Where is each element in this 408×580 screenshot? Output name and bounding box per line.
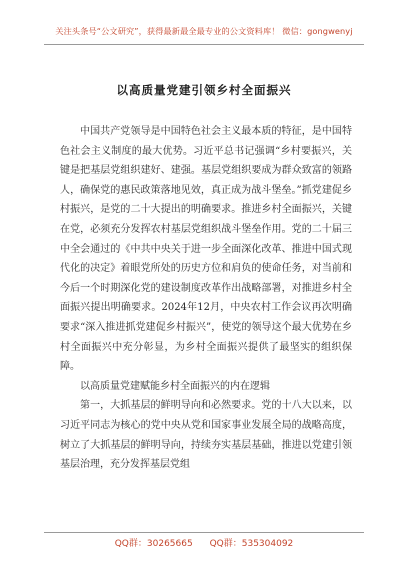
document-title: 以高质量党建引领乡村全面振兴 xyxy=(116,83,292,97)
footer-qq-group-2: QQ群：535304092 xyxy=(209,539,294,549)
document-body xyxy=(60,122,352,475)
body-paragraph: 第一，大抓基层的鲜明导向和必然要求。党的十八大以来，以习近平同志为核心的党中央从党和国家事业发展全局的战略高度，树立了大抓基层的鲜明导向，持续夯实基层基础，推进以党建引领基层治理，充分发挥基层党组 xyxy=(60,400,352,471)
section-heading: 以高质量党建赋能乡村全面振兴的内在逻辑 xyxy=(80,380,270,392)
footer-divider xyxy=(44,532,364,533)
header-divider xyxy=(44,44,364,45)
header-banner: 关注头条号“公文研究”，获得最新最全最专业的公文资料库！ 微信：gongwenyj xyxy=(55,26,353,36)
body-paragraph: 中国共产党领导是中国特色社会主义最本质的特征，是中国特色社会主义制度的最大优势。习近平总书记强调“乡村要振兴，关键是把基层党组织建好、建强。基层党组织要成为群众致富的领路人，确保党的惠民政策落地见效，真正成为战斗堡垒。”抓党建促乡村振兴，是党的二十大提出的明确要求。推进乡村全面振兴，关键在党，必须充分发挥农村基层党组织战斗堡垒作用。党的二十届三中全会通过的《中共中央关于进一步全面深化改革、推进中国式现代化的决定》着眼党所处的历史方位和肩负的使命任务，对当前和今后一个时期深化党的建设制度改革作出战略部署，对推进乡村全面振兴提出明确要求。2024年12月，中央农村工作会议再次明确要求“深入推进抓党建促乡村振兴”，使党的领导这个最大优势在乡村全面振兴中充分彰显，为乡村全面振兴提供了最坚实的组织保障。 xyxy=(60,126,352,373)
footer xyxy=(0,536,408,549)
footer-qq-group-1: QQ群：30265665 xyxy=(114,539,193,549)
